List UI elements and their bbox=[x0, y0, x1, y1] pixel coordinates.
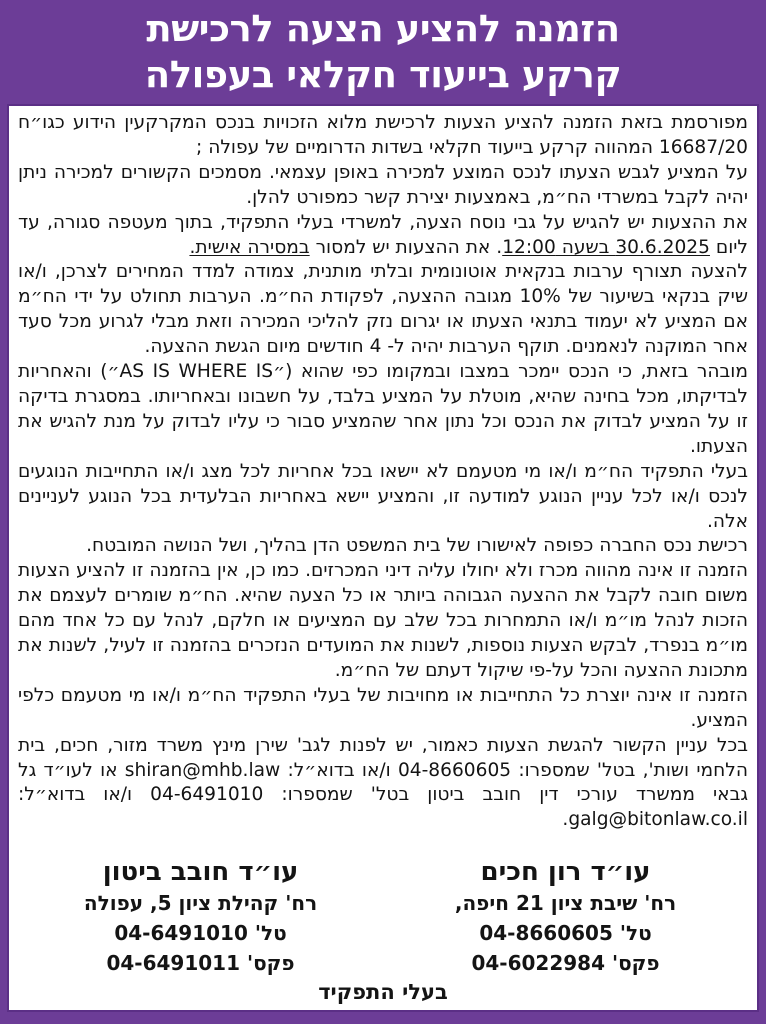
contact-ron-hakim bbox=[398, 856, 734, 978]
personal-delivery-underlined: במסירה אישית. bbox=[189, 236, 310, 258]
contact-phone: טל' 04-6491010 bbox=[114, 921, 287, 945]
paragraph-contact-info bbox=[18, 734, 748, 834]
contact-fax: פקס' 04-6491011 bbox=[106, 951, 295, 975]
notice-content-box bbox=[7, 104, 759, 1012]
notice-header bbox=[7, 0, 759, 104]
contact-name: עו״ד רון חכים bbox=[480, 857, 651, 887]
paragraph-submission-deadline bbox=[18, 211, 748, 261]
contact-text-pre: בכל עניין הקשור להגשת הצעות כאמור, יש לפנות לגב' שירן מינץ משרד מזור, חכים, בית הלחמי ושות', בטל' שמספרו: 04-8660605 ו/או בדוא״ל: bbox=[18, 734, 748, 781]
contact-fax: פקס' 04-6022984 bbox=[471, 951, 660, 975]
deadline-date-underlined: 30.6.2025 בשעה 12:00 bbox=[502, 236, 710, 258]
contact-text-end: . bbox=[562, 809, 569, 831]
paragraph-court-approval: רכישת נכס החברה כפופה לאישורו של בית המשפט הדן בהליך, ושל הנושה המובטח. bbox=[86, 535, 748, 557]
paragraph-independent-offer: על המציע לגבש הצעתו לנכס המוצע למכירה באופן עצמאי. מסמכים הקשורים למכירה ניתן יהיה לקבל במשרדי הח״מ, באמצעות יצירת קשר כמפורט להלן. bbox=[18, 161, 748, 208]
paragraph-no-liability: בעלי התפקיד הח״מ ו/או מי מטעמם לא יישאו בכל אחריות לכל מצג ו/או התחייבות הנוגעים לנכס ו/או לכל עניין הנוגע למודעה זו, והמציע יישא באחריות הבלעדית בכל הנוגע לעניינים אלה. bbox=[18, 460, 748, 532]
notice-title-line1: הזמנה להציע הצעה לרכישת bbox=[146, 7, 620, 50]
paragraph-bank-guarantee: להצעה תצורף ערבות בנקאית אוטונומית ובלתי מותנית, צמודה למדד המחירים לצרכן, ו/או שיק בנקאי בשיעור של 10% מגובה ההצעה, לפקודת הח״מ. הערבות תחולט על ידי הח״מ אם המציע לא יעמוד בתנאי הצעתו או יגרום נזק להליכי המכירה וזאת מבלי לגרוע מכל סעד אחר המוקנה לנאמנים. תוקף הערבות יהיה ל- 4 חודשים מיום הגשת ההצעה. bbox=[18, 261, 748, 358]
contact-address: רח' שיבת ציון 21 חיפה, bbox=[454, 891, 677, 915]
email-shiran: shiran@mhb.law bbox=[124, 759, 281, 781]
notice-body-text bbox=[18, 111, 748, 850]
contact-hovav-biton bbox=[33, 856, 369, 978]
paragraph-no-obligation: הזמנה זו אינה יוצרת כל התחייבות או מחויבות של בעלי התפקיד הח״מ ו/או מי מטעמם כלפי המציע. bbox=[18, 684, 748, 731]
paragraph-not-a-tender: הזמנה זו אינה מהווה מכרז ולא יחולו עליה דיני המכרזים. כמו כן, אין בהזמנה זו להציע הצעות משום חובה לקבל את ההצעה הגבוהה ביותר או כל הצעה שהיא. הח״מ שומרים לעצמם את הזכות לנהל מו״מ ו/או התמחרות בכל שלב עם המציעים או חלקם, לנהל עם כל אחד מהם מו״מ בנפרד, לבקש הצעות נוספות, לשנות את המועדים הנזכרים בהזמנה זו לעיל, לשנות את מתכונת ההצעה והכל על-פי שיקול דעתם של הח״מ. bbox=[18, 560, 748, 681]
contacts-block bbox=[18, 856, 748, 978]
contact-address: רח' קהילת ציון 5, עפולה bbox=[83, 891, 318, 915]
office-holders-label: בעלי התפקיד bbox=[318, 980, 448, 1004]
contact-name: עו״ד חובב ביטון bbox=[102, 857, 299, 887]
deadline-text-mid: . את ההצעות יש למסור bbox=[309, 236, 503, 258]
paragraph-publication: מפורסמת בזאת הזמנה להציע הצעות לרכישת מלוא הזכויות בנכס המקרקעין הידוע כגו״ח 16687/20 המהווה קרקע בייעוד חקלאי בשדות הדרומיים של עפולה ; bbox=[18, 112, 748, 158]
contact-text-mid: או לעו״ד גל גבאי ממשרד עורכי דין חובב ביטון בטל' שמספרו: 04-6491010 ו/או בדוא״ל: bbox=[18, 759, 749, 806]
paragraph-as-is-where-is: מובהר בזאת, כי הנכס יימכר במצבו ובמקומו כפי שהוא (״AS IS WHERE IS״) והאחריות לבדיקתו, מכל בחינה שהיא, מוטלת על המציע בלבד, על חשבונו ובאחריותו. במסגרת בדיקה זו על המציע לבדוק את הנכס וכל נתון אחר שהמציע סבור כי עליו לבדוק על מנת להגיש את הצעתו. bbox=[18, 361, 748, 457]
deadline-text-pre: את ההצעות יש להגיש על גבי נוסח הצעה, למשרדי בעלי התפקיד, בתוך מעטפה סגורה, עד ליום bbox=[18, 211, 748, 258]
contact-phone: טל' 04-8660605 bbox=[479, 921, 652, 945]
notice-title-line2: קרקע בייעוד חקלאי בעפולה bbox=[144, 53, 622, 96]
email-galg: galg@bitonlaw.co.il bbox=[568, 809, 748, 831]
